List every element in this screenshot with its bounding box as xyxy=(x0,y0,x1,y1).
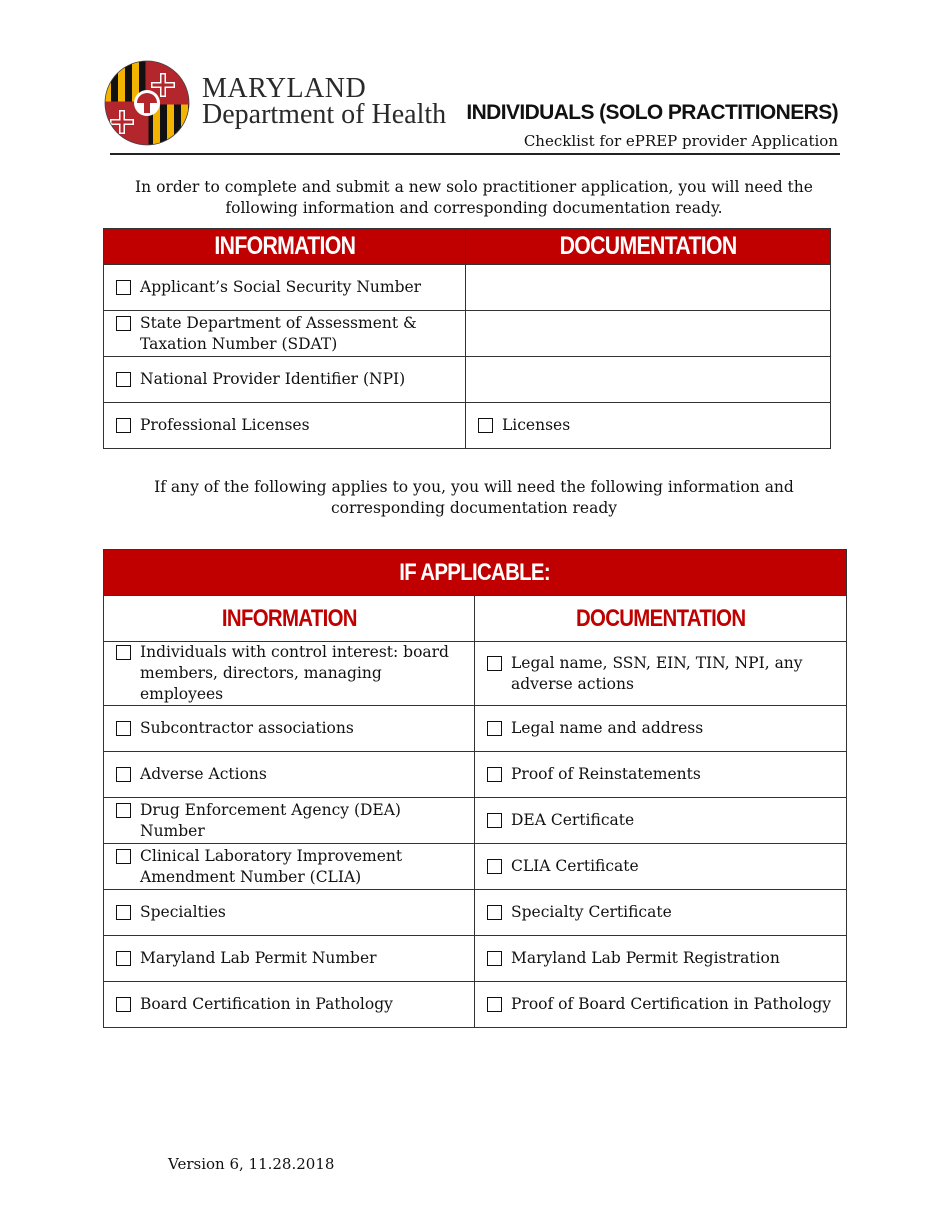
checkbox[interactable] xyxy=(487,859,502,874)
column-header-documentation: DOCUMENTATION xyxy=(466,229,831,265)
documentation-item: Proof of Reinstatements xyxy=(511,765,701,783)
information-item: Adverse Actions xyxy=(140,765,267,783)
checkbox[interactable] xyxy=(116,280,131,295)
table-row xyxy=(104,752,847,798)
required-checklist-table xyxy=(103,228,831,449)
checkbox[interactable] xyxy=(487,813,502,828)
documentation-item: DEA Certificate xyxy=(511,811,635,829)
checkbox[interactable] xyxy=(116,372,131,387)
documentation-item: CLIA Certificate xyxy=(511,857,639,875)
table-row xyxy=(104,706,847,752)
table-row xyxy=(104,642,847,706)
checkbox[interactable] xyxy=(116,951,131,966)
checkbox[interactable] xyxy=(116,418,131,433)
column-header-information: INFORMATION xyxy=(104,596,475,642)
checkbox[interactable] xyxy=(487,656,502,671)
checkbox[interactable] xyxy=(116,905,131,920)
checkbox[interactable] xyxy=(487,767,502,782)
table-row xyxy=(104,936,847,982)
table-row xyxy=(104,844,847,890)
information-item: Drug Enforcement Agency (DEA) Number xyxy=(140,800,401,840)
checkbox[interactable] xyxy=(487,721,502,736)
if-applicable-header: IF APPLICABLE: xyxy=(104,550,847,596)
documentation-item: Specialty Certificate xyxy=(511,903,672,921)
information-item: Subcontractor associations xyxy=(140,719,354,737)
maryland-flag-logo-icon xyxy=(104,60,190,146)
org-name-line2: Department of Health xyxy=(202,99,447,130)
checkbox[interactable] xyxy=(116,767,131,782)
checkbox[interactable] xyxy=(487,951,502,966)
documentation-item: Legal name and address xyxy=(511,719,704,737)
documentation-item: Maryland Lab Permit Registration xyxy=(511,949,780,967)
checkbox[interactable] xyxy=(116,849,131,864)
table-row xyxy=(104,311,831,357)
table-row xyxy=(104,890,847,936)
table-row xyxy=(104,265,831,311)
document-title: INDIVIDUALS (SOLO PRACTITIONERS) xyxy=(466,101,838,124)
documentation-item: Proof of Board Certification in Pathology xyxy=(511,995,832,1013)
intro-paragraph: In order to complete and submit a new solo practitioner application, you will need the following information and corresponding documentation ready. xyxy=(135,178,813,217)
information-item: State Department of Assessment & Taxation Number (SDAT) xyxy=(140,313,417,353)
org-name-line1: MARYLAND xyxy=(202,73,367,104)
column-header-documentation: DOCUMENTATION xyxy=(475,596,847,642)
conditional-intro-paragraph: If any of the following applies to you, you will need the following information and corresponding documentation ready xyxy=(154,478,794,517)
table-row xyxy=(104,798,847,844)
information-item: National Provider Identifier (NPI) xyxy=(140,370,406,388)
documentation-cell-empty xyxy=(466,357,831,403)
information-item: Individuals with control interest: board members, directors, managing employees xyxy=(140,643,449,703)
table-row xyxy=(104,982,847,1028)
column-header-information: INFORMATION xyxy=(104,229,466,265)
checkbox[interactable] xyxy=(478,418,493,433)
information-item: Specialties xyxy=(140,903,226,921)
checkbox[interactable] xyxy=(487,905,502,920)
checkbox[interactable] xyxy=(116,316,131,331)
documentation-cell-empty xyxy=(466,311,831,357)
if-applicable-checklist-table xyxy=(103,549,847,1028)
information-item: Clinical Laboratory Improvement Amendment Number (CLIA) xyxy=(140,846,403,886)
documentation-cell-empty xyxy=(466,265,831,311)
table-row xyxy=(104,357,831,403)
version-footer: Version 6, 11.28.2018 xyxy=(168,1155,335,1173)
information-item: Board Certification in Pathology xyxy=(140,995,393,1013)
header-divider xyxy=(110,153,840,155)
checkbox[interactable] xyxy=(487,997,502,1012)
document-subtitle: Checklist for ePREP provider Application xyxy=(523,132,838,150)
information-item: Professional Licenses xyxy=(140,416,310,434)
checkbox[interactable] xyxy=(116,721,131,736)
table-row xyxy=(104,403,831,449)
checkbox[interactable] xyxy=(116,997,131,1012)
documentation-item: Legal name, SSN, EIN, TIN, NPI, any adverse actions xyxy=(511,653,803,693)
checkbox[interactable] xyxy=(116,803,131,818)
checkbox[interactable] xyxy=(116,645,131,660)
information-item: Maryland Lab Permit Number xyxy=(140,949,377,967)
information-item: Applicant’s Social Security Number xyxy=(140,278,422,296)
documentation-item: Licenses xyxy=(502,416,571,434)
